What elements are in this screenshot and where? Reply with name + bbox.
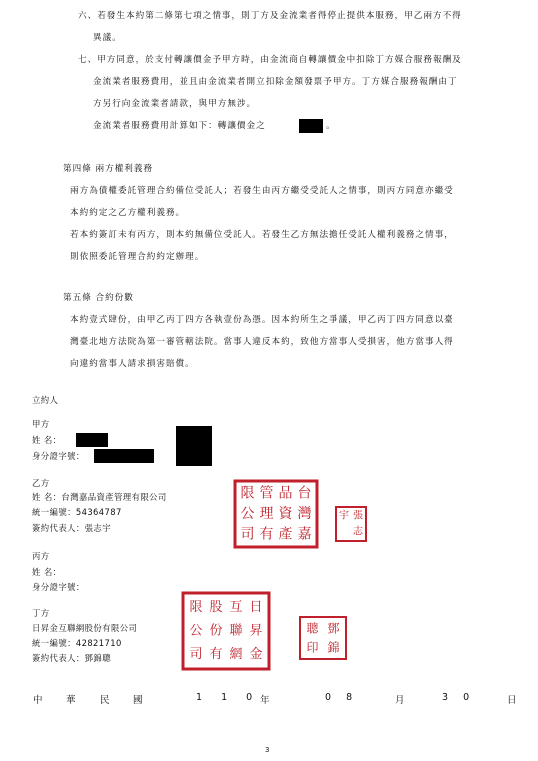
- redaction-party-a-id: [94, 449, 154, 463]
- article-5-line-2: 灣臺北地方法院為第一審管轄法院。當事人違反本約，致他方當事人受損害，他方當事人得: [70, 337, 454, 347]
- company-seal-d: [181, 591, 271, 671]
- seal-character: 公: [189, 623, 203, 639]
- seal-character: 嘉: [297, 526, 312, 543]
- clause-6-line-2: 異議。: [93, 33, 122, 43]
- article-4-p2-line-2: 則依照委託管理合約約定辦理。: [70, 252, 205, 262]
- date-char-4: 國: [133, 695, 143, 706]
- party-a-label: 甲方: [32, 419, 50, 429]
- date-month: 0 8: [325, 692, 359, 703]
- date-char-3: 民: [100, 695, 110, 706]
- seal-character: 鄧: [327, 621, 340, 636]
- party-b-name: 姓 名：台灣嘉品資產管理有限公司: [32, 492, 167, 502]
- party-d-tax-id: 統一編號：42821710: [32, 638, 122, 648]
- seal-character: 公: [240, 506, 255, 522]
- date-char-1: 中: [33, 695, 43, 706]
- clause-7-line-3: 方另行向金流業者請款，與甲方無涉。: [93, 99, 257, 109]
- party-a-id-label: 身分證字號：: [32, 451, 85, 461]
- date-year-unit: 年: [260, 695, 270, 706]
- clause-6-line-1: 六、若發生本約第二條第七項之情事，則丁方及金流業者得停止提供本服務，甲乙兩方不得: [78, 11, 462, 21]
- party-b-tax-id: 統一編號：54364787: [32, 507, 122, 517]
- seal-character: 管: [259, 485, 274, 502]
- seal-character: 印: [306, 640, 319, 655]
- redaction-party-a-signature: [176, 426, 212, 466]
- clause-7-line-2: 金流業者服務費用，並且由金流業者開立扣除金額發票予甲方。丁方媒合服務報酬由丁: [93, 77, 458, 87]
- seal-character: 灣: [297, 506, 312, 522]
- seal-character: 張: [353, 510, 363, 522]
- seal-character: 司: [240, 526, 255, 543]
- page-number: 3: [265, 746, 270, 754]
- clause-7-line-4-end: 。: [326, 121, 336, 131]
- seal-character: 有: [259, 526, 274, 543]
- party-c-label: 丙方: [32, 551, 50, 561]
- seal-character: 昇: [249, 623, 263, 639]
- representative-seal-d: [298, 615, 348, 661]
- article-5-title: 第五條 合約份數: [63, 293, 134, 303]
- seal-character: 台: [297, 485, 312, 502]
- seal-character: 理: [259, 506, 274, 522]
- signatories-heading: 立約人: [32, 395, 59, 405]
- seal-character: 有: [209, 646, 223, 662]
- clause-7-line-4: 金流業者服務費用計算如下：轉讓價金之: [93, 121, 266, 131]
- seal-character: 限: [189, 600, 203, 616]
- company-seal-b: [233, 478, 319, 550]
- seal-character: 產: [278, 526, 293, 543]
- party-d-representative: 簽約代表人：鄧錦聰: [32, 653, 111, 663]
- seal-character: 聯: [229, 623, 243, 639]
- article-4-p1-line-1: 兩方為債權委託管理合約備位受託人；若發生由丙方繼受受託人之情事，則丙方同意亦繼受: [70, 186, 454, 196]
- date-month-unit: 月: [395, 695, 405, 706]
- seal-character: 網: [229, 646, 243, 662]
- party-b-label: 乙方: [32, 478, 50, 488]
- seal-character: 份: [209, 623, 223, 639]
- article-4-p1-line-2: 本約約定之乙方權利義務。: [70, 208, 186, 218]
- seal-character: 互: [229, 600, 243, 616]
- seal-character: 志: [353, 526, 363, 538]
- date-year: 1 1 0: [196, 692, 261, 703]
- seal-character: 聰: [306, 621, 319, 636]
- party-c-name-label: 姓 名：: [32, 567, 62, 577]
- party-d-company: 日昇金互聯網股份有限公司: [32, 623, 138, 633]
- article-4-p2-line-1: 若本約簽訂未有丙方，則本約無備位受託人。若發生乙方無法擔任受託人權利義務之情事，: [70, 230, 454, 240]
- clause-7-line-1: 七、甲方同意，於支付轉讓價金予甲方時，由金流商自轉讓價金中扣除丁方媒合服務報酬及: [78, 55, 462, 65]
- seal-character: 品: [278, 485, 293, 502]
- seal-character: 錦: [327, 640, 340, 655]
- seal-character: 股: [209, 600, 223, 616]
- article-5-line-3: 向違約當事人請求損害賠償。: [70, 359, 195, 369]
- seal-character: 資: [278, 506, 293, 522]
- date-char-2: 華: [66, 695, 76, 706]
- article-5-line-1: 本約壹式肆份，由甲乙丙丁四方各執壹份為憑。因本約所生之爭議，甲乙丙丁四方同意以臺: [70, 315, 454, 325]
- representative-seal-b: [334, 505, 368, 543]
- seal-character: 日: [249, 600, 263, 616]
- seal-character: 金: [249, 646, 263, 662]
- seal-character: 宇: [339, 510, 349, 522]
- party-c-id-label: 身分證字號：: [32, 582, 85, 592]
- seal-character: 限: [240, 485, 255, 502]
- seal-character: 司: [189, 646, 203, 662]
- redaction-fee-percentage: [299, 119, 323, 133]
- date-day: 3 0: [442, 692, 476, 703]
- article-4-title: 第四條 兩方權利義務: [63, 164, 154, 174]
- date-day-unit: 日: [507, 695, 517, 706]
- redaction-party-a-name: [76, 433, 108, 447]
- party-b-representative: 簽約代表人：張志宇: [32, 523, 111, 533]
- party-d-label: 丁方: [32, 608, 50, 618]
- party-a-name-label: 姓 名：: [32, 435, 62, 445]
